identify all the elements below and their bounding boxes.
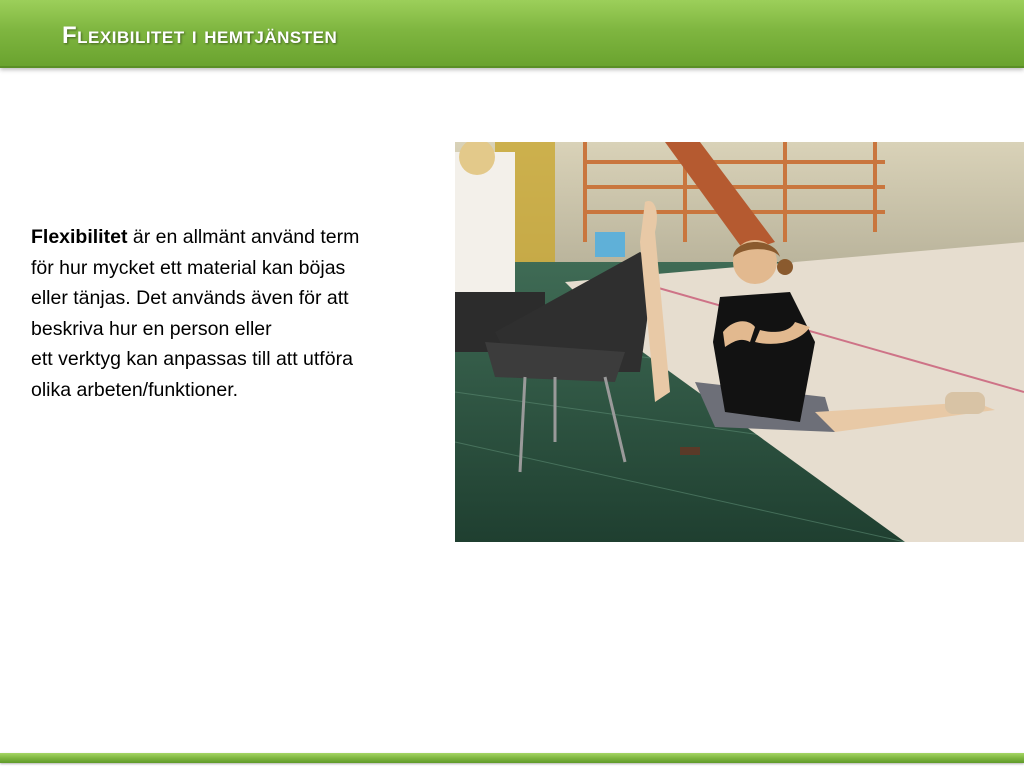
term-bold: Flexibilitet bbox=[31, 226, 128, 248]
body-line-4: beskriva hur en person eller bbox=[31, 317, 272, 340]
slide-title: Flexibilitet i hemtjänsten bbox=[62, 22, 338, 49]
gymnast-stretching-photo bbox=[455, 142, 1024, 542]
body-line-3: eller tänjas. Det används även för att bbox=[31, 287, 349, 309]
footer-bar bbox=[0, 753, 1024, 763]
body-text bbox=[31, 222, 431, 405]
body-line-6: olika arbeten/funktioner. bbox=[31, 378, 239, 401]
body-line-5: ett verktyg kan anpassas till att utföra bbox=[31, 348, 353, 370]
body-line-1: är en allmänt använd term bbox=[127, 226, 360, 248]
title-bar bbox=[0, 0, 1024, 68]
body-line-2: för hur mycket ett material kan böjas bbox=[31, 256, 346, 279]
